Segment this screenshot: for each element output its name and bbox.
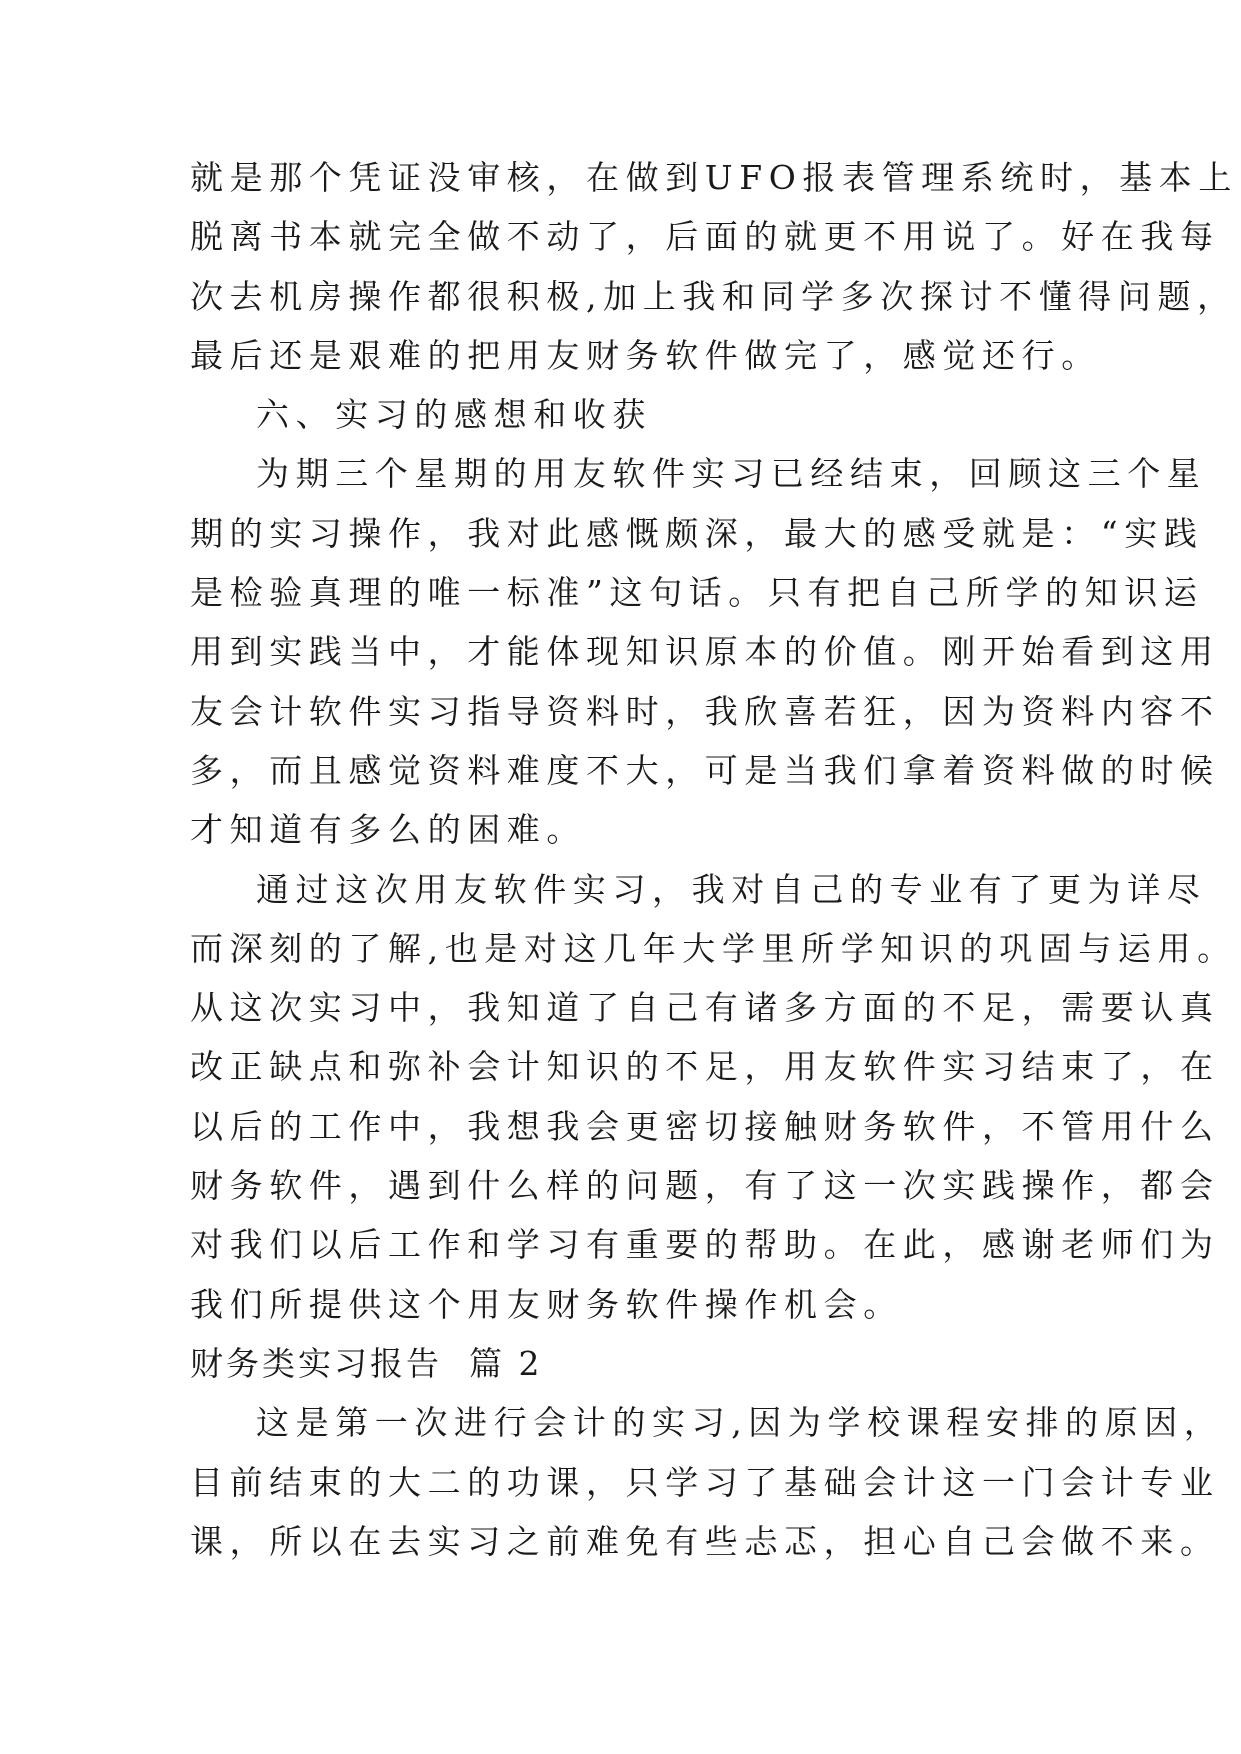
text-line: 用到实践当中，才能体现知识原本的价值。刚开始看到这用 bbox=[190, 632, 1220, 672]
section-heading: 六、实习的感想和收获 bbox=[256, 395, 652, 435]
text-line: 友会计软件实习指导资料时，我欣喜若狂，因为资料内容不 bbox=[190, 691, 1220, 731]
text-line: 这是第一次进行会计的实习,因为学校课程安排的原因， bbox=[256, 1403, 1224, 1443]
text-line: 最后还是艰难的把用友财务软件做完了，感觉还行。 bbox=[190, 335, 1101, 375]
text-line: 次去机房操作都很积极,加上我和同学多次探讨不懂得问题， bbox=[190, 276, 1237, 316]
text-line: 从这次实习中，我知道了自己有诸多方面的不足，需要认真 bbox=[190, 988, 1220, 1028]
text-line: 课，所以在去实习之前难免有些忐忑，担心自己会做不来。 bbox=[190, 1521, 1220, 1561]
text-line: 对我们以后工作和学习有重要的帮助。在此，感谢老师们为 bbox=[190, 1225, 1220, 1265]
text-line: 改正缺点和弥补会计知识的不足，用友软件实习结束了，在 bbox=[190, 1047, 1220, 1087]
text-line: 才知道有多么的困难。 bbox=[190, 810, 586, 850]
text-line: 我们所提供这个用友财务软件操作机会。 bbox=[190, 1284, 903, 1324]
text-line: 脱离书本就完全做不动了，后面的就更不用说了。好在我每 bbox=[190, 217, 1220, 257]
text-line: 就是那个凭证没审核，在做到UFO报表管理系统时，基本上 bbox=[190, 158, 1238, 197]
text-line: 为期三个星期的用友软件实习已经结束，回顾这三个星 bbox=[256, 454, 1207, 494]
article-title: 财务类实习报告 篇 2 bbox=[190, 1343, 543, 1383]
text-line: 是检验真理的唯一标准”这句话。只有把自己所学的知识运 bbox=[190, 573, 1204, 613]
document-page bbox=[190, 148, 1238, 1571]
text-line: 以后的工作中，我想我会更密切接触财务软件，不管用什么 bbox=[190, 1106, 1220, 1146]
text-line: 而深刻的了解,也是对这几年大学里所学知识的巩固与运用。 bbox=[190, 928, 1237, 968]
text-line: 多，而且感觉资料难度不大，可是当我们拿着资料做的时候 bbox=[190, 750, 1220, 790]
text-line: 期的实习操作，我对此感慨颇深，最大的感受就是：“实践 bbox=[190, 513, 1204, 553]
text-line: 通过这次用友软件实习，我对自己的专业有了更为详尽 bbox=[256, 869, 1207, 909]
text-line: 目前结束的大二的功课，只学习了基础会计这一门会计专业 bbox=[190, 1462, 1220, 1502]
text-line: 财务软件，遇到什么样的问题，有了这一次实践操作，都会 bbox=[190, 1166, 1220, 1206]
